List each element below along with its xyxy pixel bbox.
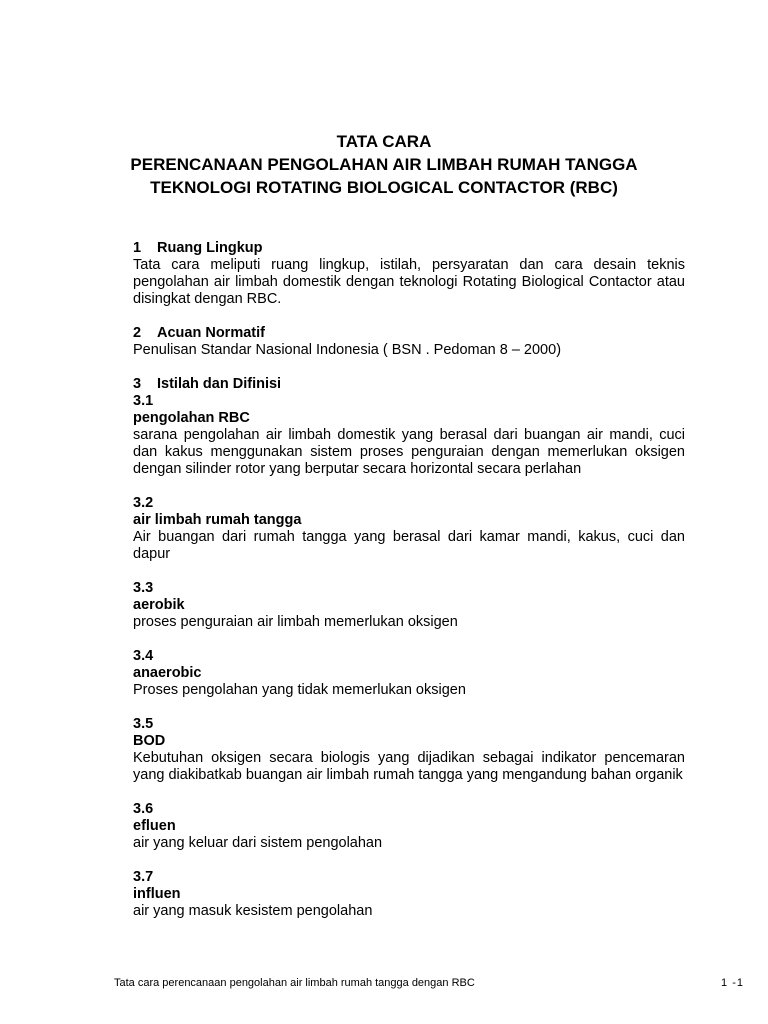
term-number: 3.2 (133, 495, 154, 511)
term-entry (133, 801, 685, 852)
term-definition: air yang keluar dari sistem pengolahan (133, 835, 383, 851)
section-heading-istilah (133, 376, 685, 393)
term-name: influen (133, 886, 181, 902)
term-number: 3.5 (133, 716, 154, 732)
term-name: air limbah rumah tangga (133, 512, 302, 528)
term-definition: air yang masuk kesistem pengolahan (133, 903, 373, 919)
title-line-2: PERENCANAAN PENGOLAHAN AIR LIMBAH RUMAH TANGGA (130, 155, 638, 174)
term-definition: proses penguraian air limbah memerlukan oksigen (133, 614, 458, 630)
term-number: 3.6 (133, 801, 154, 817)
section-number: 3 (133, 376, 142, 392)
term-name: aerobik (133, 597, 185, 613)
footer-title: Tata cara perencanaan pengolahan air limbah rumah tangga dengan RBC (114, 977, 475, 989)
term-definition: Kebutuhan oksigen secara biologis yang dijadikan sebagai indikator pencemaran yang diakibatkab buangan air limbah rumah tangga yang mengandung bahan organik (133, 750, 685, 783)
term-entry (133, 495, 685, 563)
term-name: anaerobic (133, 665, 202, 681)
page-number: 1 -1 (721, 977, 744, 989)
section-number: 1 (133, 240, 142, 256)
section-number: 2 (133, 325, 142, 341)
section-heading-ruang-lingkup (133, 240, 685, 257)
term-definition: Proses pengolahan yang tidak memerlukan oksigen (133, 682, 466, 698)
title-line-1: TATA CARA (336, 132, 432, 151)
term-entry (133, 869, 685, 920)
section-paragraph: Penulisan Standar Nasional Indonesia ( BSN . Pedoman 8 – 2000) (133, 342, 562, 358)
term-entry (133, 393, 685, 478)
term-name: pengolahan RBC (133, 410, 250, 426)
document-title (0, 130, 768, 199)
term-entry (133, 648, 685, 699)
term-number: 3.7 (133, 869, 154, 885)
term-definition: Air buangan dari rumah tangga yang berasal dari kamar mandi, kakus, cuci dan dapur (133, 529, 685, 562)
section-title: Istilah dan Difinisi (157, 376, 282, 392)
term-name: efluen (133, 818, 176, 834)
term-number: 3.1 (133, 393, 154, 409)
section-title: Ruang Lingkup (157, 240, 263, 256)
section-heading-acuan-normatif (133, 325, 685, 342)
title-line-3: TEKNOLOGI ROTATING BIOLOGICAL CONTACTOR (RBC) (150, 178, 618, 197)
term-definition: sarana pengolahan air limbah domestik yang berasal dari buangan air mandi, cuci dan kakus menggunakan sistem proses penguraian dengan memerlukan oksigen dengan silinder rotor yang berputar secara horizontal secara perlahan (133, 427, 685, 477)
term-name: BOD (133, 733, 166, 749)
term-entry (133, 580, 685, 631)
section-title: Acuan Normatif (157, 325, 265, 341)
term-number: 3.3 (133, 580, 154, 596)
term-number: 3.4 (133, 648, 154, 664)
section-paragraph: Tata cara meliputi ruang lingkup, istilah, persyaratan dan cara desain teknis pengolahan air limbah domestik dengan teknologi Rotating Biological Contactor atau disingkat dengan RBC. (133, 257, 685, 307)
term-entry (133, 716, 685, 784)
document-body (133, 240, 685, 920)
